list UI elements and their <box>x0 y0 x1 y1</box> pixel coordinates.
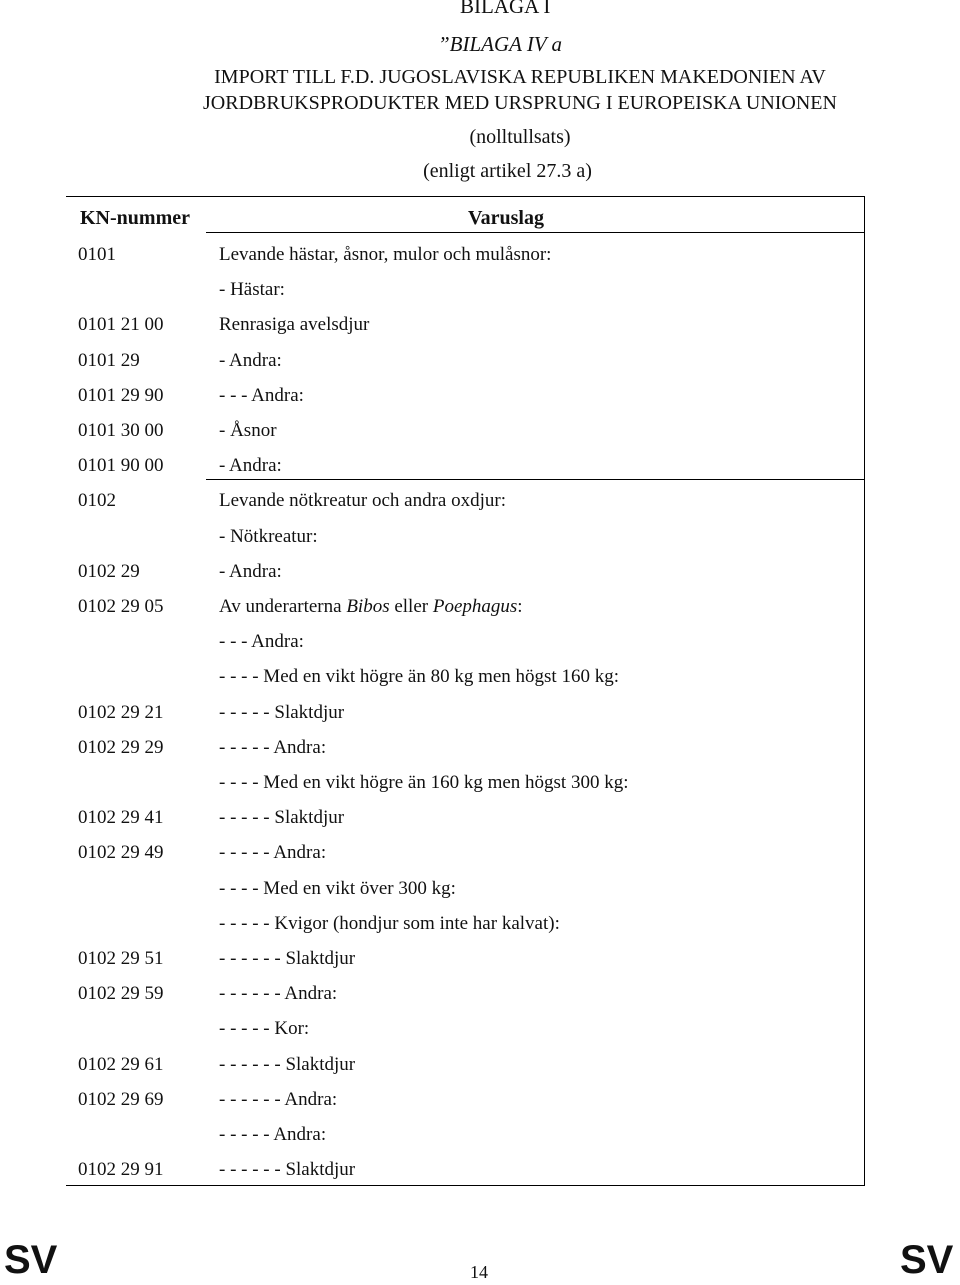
table-row <box>0 561 960 596</box>
kn-code-cell: 0101 <box>78 244 116 265</box>
kn-code-cell: 0101 21 00 <box>78 314 164 336</box>
description-cell: - - - - - Andra: <box>219 736 327 758</box>
kn-code-cell: 0102 29 <box>78 560 140 582</box>
description-cell: - - - - - Andra: <box>219 842 327 864</box>
kn-code-cell: 0102 29 29 <box>78 736 164 758</box>
table-row <box>0 948 960 983</box>
table-row <box>0 420 960 455</box>
description-cell: - Nötkreatur: <box>219 525 318 547</box>
table-row <box>0 772 960 807</box>
table-row <box>0 314 960 349</box>
annex-subtitle: ”BILAGA IV a <box>438 32 563 56</box>
description-cell: - - - - - - Slaktdjur <box>219 1053 356 1075</box>
description-cell: - - - - - - Andra: <box>219 983 338 1005</box>
table-row <box>0 1018 960 1053</box>
document-heading-line-2: JORDBRUKSPRODUKTER MED URSPRUNG I EUROPEISKA UNIONEN <box>203 92 837 114</box>
description-cell: - - - - - Andra: <box>219 1124 327 1145</box>
header-rule <box>206 232 864 233</box>
page-number: 14 <box>470 1262 488 1282</box>
table-row <box>0 666 960 701</box>
description-cell: - - - Andra: <box>219 384 304 406</box>
description-part: Bibos <box>346 596 390 617</box>
description-cell: - - - - Med en vikt över 300 kg: <box>219 877 456 899</box>
kn-code-cell: 0101 30 00 <box>78 420 164 441</box>
article-reference: (enligt artikel 27.3 a) <box>423 160 592 182</box>
table-row <box>0 385 960 420</box>
kn-code-cell: 0102 <box>78 490 116 512</box>
table-row <box>0 596 960 631</box>
table-row <box>0 1054 960 1089</box>
kn-code-cell: 0102 29 49 <box>78 842 164 864</box>
table-row <box>0 279 960 314</box>
description-cell: Levande hästar, åsnor, mulor och mulåsnor: <box>219 244 552 265</box>
kn-code-cell: 0101 29 <box>78 349 140 371</box>
column-header-code: KN-nummer <box>80 207 190 229</box>
annex-title: BILAGA I <box>460 0 551 18</box>
description-cell: - - - - - Slaktdjur <box>219 807 345 829</box>
kn-code-cell: 0102 29 59 <box>78 983 164 1005</box>
table-row <box>0 1159 960 1194</box>
description-cell: - Andra: <box>219 560 282 582</box>
description-cell: - - - - - Kvigor (hondjur som inte har kalvat): <box>219 912 560 934</box>
kn-code-cell: 0102 29 05 <box>78 596 164 617</box>
description-part: : <box>517 596 523 617</box>
description-cell: - - - Andra: <box>219 631 304 653</box>
table-row <box>0 807 960 842</box>
description-cell: - - - - - - Slaktdjur <box>219 948 356 969</box>
kn-code-cell: 0102 29 21 <box>78 701 164 723</box>
table-row <box>0 350 960 385</box>
kn-code-cell: 0101 90 00 <box>78 455 164 477</box>
table-row <box>0 526 960 561</box>
kn-code-cell: 0102 29 69 <box>78 1088 164 1110</box>
description-cell: - Åsnor <box>219 420 277 441</box>
description-cell: - - - - - - Slaktdjur <box>219 1159 356 1181</box>
description-cell: - Hästar: <box>219 279 285 301</box>
description-part: eller <box>389 596 433 617</box>
description-cell: - - - - Med en vikt högre än 160 kg men högst 300 kg: <box>219 772 629 793</box>
table-top-border <box>66 196 864 197</box>
table-row <box>0 490 960 525</box>
table-row <box>0 842 960 877</box>
table-row <box>0 455 960 490</box>
document-heading-line-1: IMPORT TILL F.D. JUGOSLAVISKA REPUBLIKEN MAKEDONIEN AV <box>214 66 826 88</box>
description-cell: - - - - - Kor: <box>219 1018 310 1040</box>
description-cell: Renrasiga avelsdjur <box>219 314 370 336</box>
footer-language-code-right: SV <box>900 1238 954 1282</box>
description-cell: - - - - Med en vikt högre än 80 kg men högst 160 kg: <box>219 666 619 688</box>
table-row <box>0 878 960 913</box>
description-cell: - Andra: <box>219 455 282 477</box>
description-cell <box>219 596 523 618</box>
table-row <box>0 983 960 1018</box>
kn-code-cell: 0102 29 61 <box>78 1053 164 1075</box>
description-cell: - - - - - - Andra: <box>219 1088 338 1110</box>
table-row <box>0 631 960 666</box>
description-cell: - - - - - Slaktdjur <box>219 701 345 723</box>
kn-code-cell: 0102 29 41 <box>78 807 164 829</box>
description-cell: - Andra: <box>219 349 282 371</box>
table-row <box>0 1124 960 1159</box>
description-part: Av underarterna <box>219 596 347 617</box>
table-row <box>0 913 960 948</box>
description-part: Poephagus <box>432 596 518 617</box>
footer-language-code-left: SV <box>4 1238 58 1282</box>
table-row <box>0 737 960 772</box>
kn-code-cell: 0102 29 51 <box>78 948 164 969</box>
column-header-description: Varuslag <box>468 207 544 229</box>
table-row <box>0 1089 960 1124</box>
table-row <box>0 702 960 737</box>
description-cell: Levande nötkreatur och andra oxdjur: <box>219 490 506 512</box>
kn-code-cell: 0101 29 90 <box>78 384 164 406</box>
table-row <box>0 244 960 279</box>
kn-code-cell: 0102 29 91 <box>78 1159 164 1181</box>
tariff-note: (nolltullsats) <box>469 126 571 148</box>
